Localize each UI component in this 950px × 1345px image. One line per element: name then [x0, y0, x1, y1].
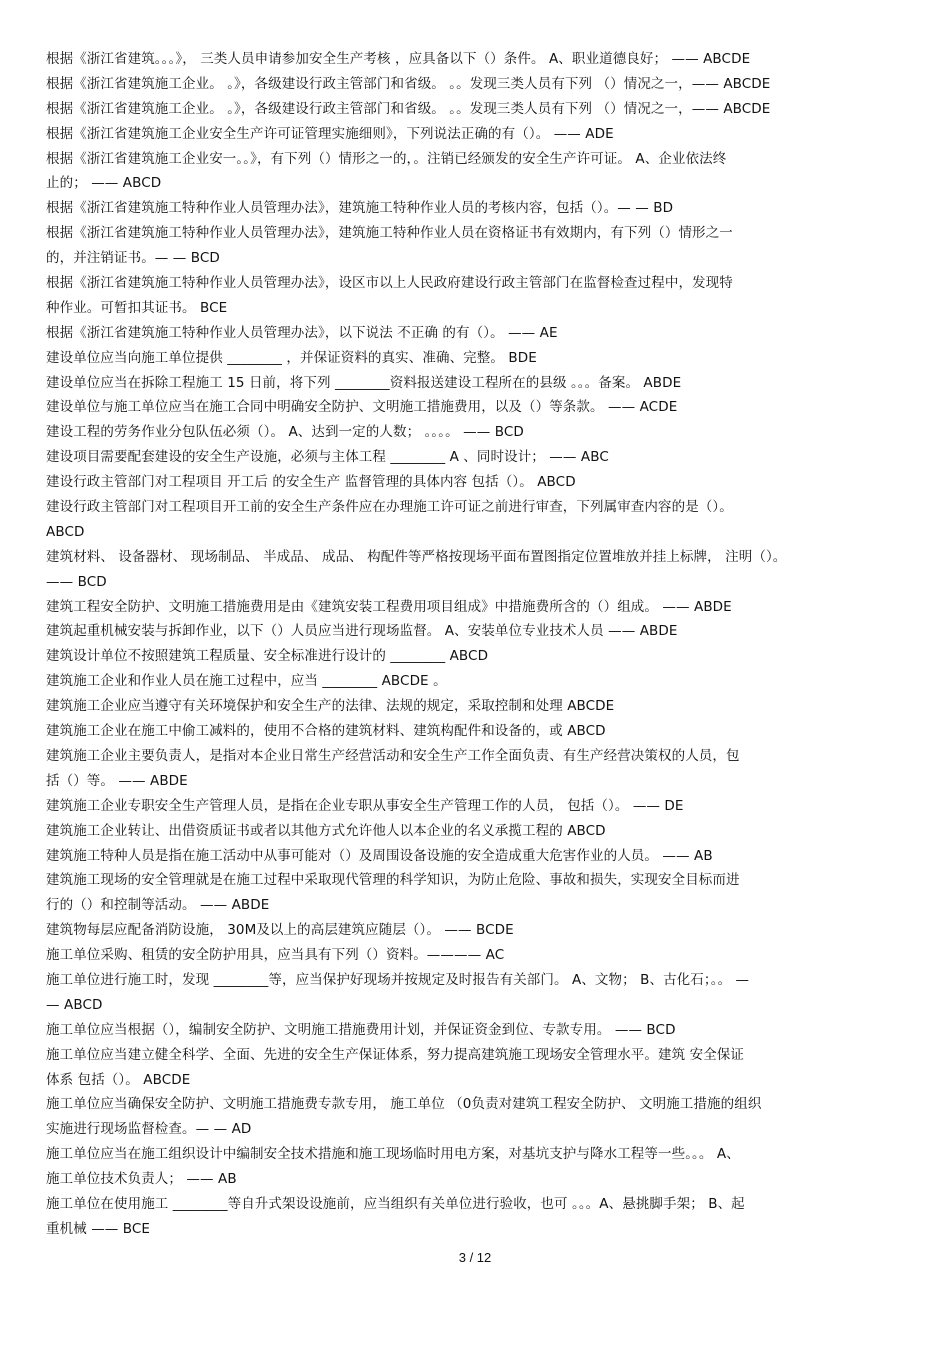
text-line: 根据《浙江省建筑施工特种作业人员管理办法》，以下说法 不正确 的有（）。 —— AE [46, 324, 558, 341]
text-line: 建筑施工特种人员是指在施工活动中从事可能对（）及周围设备设施的安全造成重大危害作业的人员。 —— AB [46, 847, 713, 864]
text-line: 建设工程的劳务作业分包队伍必须（）。 A、达到一定的人数； 。。。。 —— BCD [46, 424, 524, 441]
text-line: 根据《浙江省建筑施工企业。 。》，各级建设行政主管部门和省级。 。。发现三类人员有下列 （）情况之一，—— ABCDE [46, 75, 771, 92]
text-line: 建筑施工现场的安全管理就是在施工过程中采取现代管理的科学知识，为防止危险、事故和损失，实现安全目标而进 [46, 872, 740, 889]
text-line: 根据《浙江省建筑施工企业安一。。》，有下列（）情形之一的，。注销已经颁发的安全生产许可证。 A、企业依法终 [46, 150, 727, 167]
text-line: 建筑材料、 设备器材、 现场制品、 半成品、 成品、 构配件等严格按现场平面布置图指定位置堆放并挂上标牌， 注明（）。 [46, 548, 787, 565]
text-line: 建筑施工企业应当遵守有关环境保护和安全生产的法律、法规的规定，采取控制和处理 ABCDE [46, 698, 615, 715]
text-line: —— BCD [46, 573, 107, 590]
text-line: ABCD [46, 523, 85, 540]
text-line: 建筑施工企业转让、出借资质证书或者以其他方式允许他人以本企业的名义承揽工程的 ABCD [46, 822, 606, 839]
text-line: 体系 包括（）。 ABCDE [46, 1071, 191, 1088]
text-line: 根据《浙江省建筑施工企业。 。》，各级建设行政主管部门和省级。 。。发现三类人员有下列 （）情况之一，—— ABCDE [46, 100, 771, 117]
text-line: 建设单位应当在拆除工程施工 15 日前，将下列 ________资料报送建设工程所在的县级 。。。备案。 ABDE [46, 374, 682, 391]
text-line: 根据《浙江省建筑。。。》， 三类人员申请参加安全生产考核 ，应具备以下（）条件。 A、职业道德良好； —— ABCDE [46, 51, 751, 67]
text-line: 建筑施工企业和作业人员在施工过程中，应当 ________ ABCDE 。 [46, 673, 447, 690]
text-line: 建设行政主管部门对工程项目开工前的安全生产条件应在办理施工许可证之前进行审查，下列属审查内容的是（）。 [46, 499, 733, 516]
text-line: 种作业。可暂扣其证书。 BCE [46, 299, 228, 316]
text-line: 根据《浙江省建筑施工特种作业人员管理办法》，建筑施工特种作业人员在资格证书有效期内，有下列（）情形之一 [46, 225, 733, 242]
text-line: — ABCD [46, 996, 103, 1013]
text-line: 施工单位应当根据（），编制安全防护、文明施工措施费用计划，并保证资金到位、专款专用。 —— BCD [46, 1021, 676, 1038]
text-line: 施工单位在使用施工 ________等自升式架设设施前，应当组织有关单位进行验收，也可 。。。A、悬挑脚手架； B、起 [46, 1195, 745, 1212]
text-line: 止的； —— ABCD [46, 175, 162, 192]
text-line: 的，并注销证书。— — BCD [46, 250, 220, 267]
text-line: 行的（）和控制等活动。 —— ABDE [46, 897, 270, 914]
text-line: 建筑设计单位不按照建筑工程质量、安全标准进行设计的 ________ ABCD [46, 648, 489, 665]
text-line: 建筑施工企业在施工中偷工减料的，使用不合格的建筑材料、建筑构配件和设备的，或 ABCD [46, 723, 606, 740]
text-line: 施工单位进行施工时，发现 ________等，应当保护好现场并按规定及时报告有关部门。 A、文物； B、古化石；。。 — [46, 971, 750, 988]
text-line: 建设单位应当向施工单位提供 ________ ，并保证资料的真实、准确、完整。 BDE [46, 349, 537, 366]
question-answer-list [46, 47, 904, 1242]
text-line: 根据《浙江省建筑施工特种作业人员管理办法》，设区市以上人民政府建设行政主管部门在监督检查过程中，发现特 [46, 275, 733, 292]
text-line: 建设项目需要配套建设的安全生产设施，必须与主体工程 ________ A 、同时设计； —— ABC [46, 449, 609, 466]
text-line: 根据《浙江省建筑施工企业安全生产许可证管理实施细则》，下列说法正确的有（）。 —— ADE [46, 125, 614, 142]
text-line: 重机械 —— BCE [46, 1220, 151, 1237]
text-line: 括（）等。 —— ABDE [46, 772, 188, 789]
text-line: 施工单位采购、租赁的安全防护用具，应当具有下列（）资料。———— AC [46, 947, 505, 964]
page-number: 3 / 12 [458, 1250, 492, 1265]
text-line: 建筑施工企业主要负责人，是指对本企业日常生产经营活动和安全生产工作全面负责、有生产经营决策权的人员，包 [46, 747, 740, 764]
text-line: 施工单位应当确保安全防护、文明施工措施费专款专用， 施工单位 （0负责对建筑工程安全防护、 文明施工措施的组织 [46, 1096, 762, 1113]
text-line: 建设单位与施工单位应当在施工合同中明确安全防护、文明施工措施费用，以及（）等条款。 —— ACDE [46, 399, 678, 416]
text-line: 根据《浙江省建筑施工特种作业人员管理办法》，建筑施工特种作业人员的考核内容，包括（）。— — BD [46, 200, 674, 217]
text-line: 建设行政主管部门对工程项目 开工后 的安全生产 监督管理的具体内容 包括（）。 ABCD [46, 474, 576, 491]
text-line: 建筑施工企业专职安全生产管理人员，是指在企业专职从事安全生产管理工作的人员， 包括（）。 —— DE [46, 797, 684, 814]
text-line: 建筑起重机械安装与拆卸作业，以下（）人员应当进行现场监督。 A、安装单位专业技术人员 —— ABDE [46, 623, 678, 640]
text-line: 施工单位应当在施工组织设计中编制安全技术措施和施工现场临时用电方案，对基坑支护与降水工程等一些。。。 A、 [46, 1146, 740, 1163]
text-line: 建筑物每层应配备消防设施， 30M及以上的高层建筑应随层（）。 —— BCDE [46, 922, 514, 939]
text-line: 施工单位技术负责人； —— AB [46, 1171, 237, 1188]
text-line: 实施进行现场监督检查。— — AD [46, 1121, 252, 1138]
text-line: 建筑工程安全防护、文明施工措施费用是由《建筑安装工程费用项目组成》中措施费所含的（）组成。 —— ABDE [46, 598, 732, 615]
text-line: 施工单位应当建立健全科学、全面、先进的安全生产保证体系，努力提高建筑施工现场安全管理水平。建筑 安全保证 [46, 1046, 744, 1063]
